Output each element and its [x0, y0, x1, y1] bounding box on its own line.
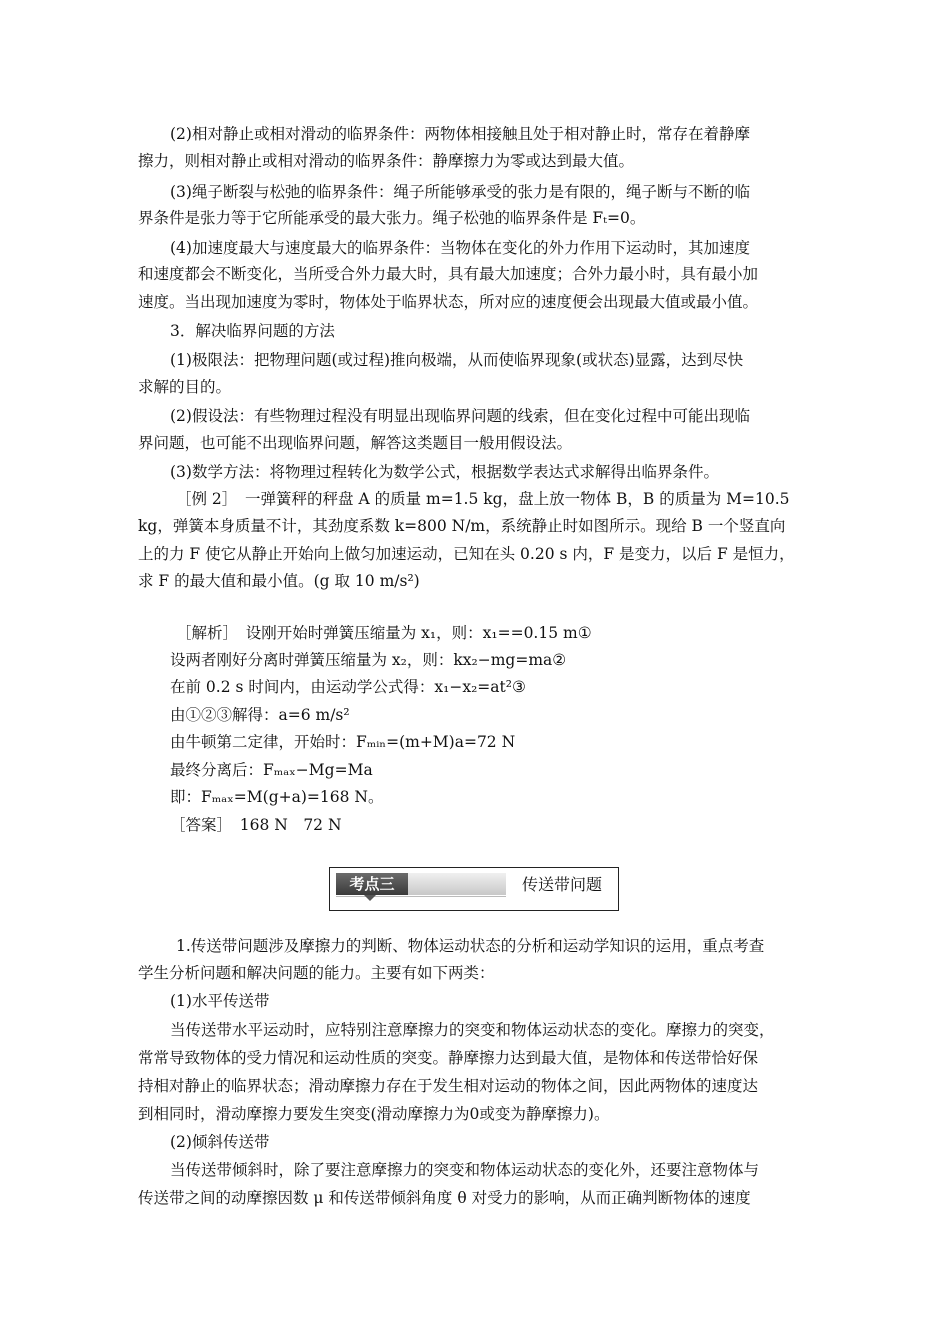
text-line: (1)极限法：把物理问题(或过程)推向极端，从而使临界现象(或状态)显露，达到尽快: [170, 351, 744, 369]
text-line: (3)绳子断裂与松弛的临界条件：绳子所能够承受的张力是有限的，绳子断与不断的临: [170, 183, 750, 201]
text-line: 当传送带水平运动时，应特别注意摩擦力的突变和物体运动状态的变化。摩擦力的突变，: [170, 1021, 775, 1039]
text-line: (2)相对静止或相对滑动的临界条件：两物体相接触且处于相对静止时，常存在着静摩: [170, 125, 750, 143]
text-line: 常常导致物体的受力情况和运动性质的突变。静摩擦力达到最大值，是物体和传送带恰好保: [138, 1049, 759, 1067]
answer-line: ［答案］ 168 N 72 N: [170, 816, 342, 834]
text-line: (4)加速度最大与速度最大的临界条件：当物体在变化的外力作用下运动时，其加速度: [170, 239, 750, 257]
text-line: 速度。当出现加速度为零时，物体处于临界状态，所对应的速度便会出现最大值或最小值。: [138, 293, 759, 311]
text-line: 传送带之间的动摩擦因数 μ 和传送带倾斜角度 θ 对受力的影响，从而正确判断物体的速度: [138, 1189, 751, 1207]
badge-title: 传送带问题: [522, 875, 603, 894]
text-line: 当传送带倾斜时，除了要注意摩擦力的突变和物体运动状态的变化外，还要注意物体与: [170, 1161, 760, 1179]
section-badge: [329, 867, 619, 911]
subheading: (1)水平传送带: [170, 992, 270, 1010]
example-line: 求 F 的最大值和最小值。(g 取 10 m/s²): [138, 572, 420, 590]
text-line: 到相同时，滑动摩擦力要发生突变(滑动摩擦力为0或变为静摩擦力)。: [138, 1105, 610, 1123]
text-line: 持相对静止的临界状态；滑动摩擦力存在于发生相对运动的物体之间，因此两物体的速度达: [138, 1077, 759, 1095]
example-line: kg，弹簧本身质量不计，其劲度系数 k=800 N/m，系统静止时如图所示。现给 B 一个竖直向: [138, 517, 786, 535]
section-heading: 3．解决临界问题的方法: [170, 322, 335, 340]
badge-pointer-icon: [364, 895, 376, 901]
text-line: (2)假设法：有些物理过程没有明显出现临界问题的线索，但在变化过程中可能出现临: [170, 407, 750, 425]
solution-line: 由牛顿第二定律，开始时：Fₘᵢₙ=(m+M)a=72 N: [170, 733, 516, 751]
text-line: 擦力，则相对静止或相对滑动的临界条件：静摩擦力为零或达到最大值。: [138, 152, 635, 170]
subheading: (2)倾斜传送带: [170, 1133, 270, 1151]
solution-line: ［解析］ 设刚开始时弹簧压缩量为 x₁，则：x₁==0.15 m①: [176, 624, 592, 642]
example-line: 上的力 F 使它从静止开始向上做匀加速运动，已知在头 0.20 s 内，F 是变力，以后 F 是恒力，: [138, 545, 795, 563]
solution-line: 最终分离后：Fₘₐₓ−Mg=Ma: [170, 761, 373, 779]
text-line: 求解的目的。: [138, 378, 232, 396]
badge-tag: 考点三: [336, 873, 408, 895]
text-line: 1.传送带问题涉及摩擦力的判断、物体运动状态的分析和运动学知识的运用，重点考查: [176, 937, 765, 955]
solution-line: 即：Fₘₐₓ=M(g+a)=168 N。: [170, 788, 384, 806]
text-line: 和速度都会不断变化，当所受合外力最大时，具有最大加速度；合外力最小时，具有最小加: [138, 265, 759, 283]
text-line: 界条件是张力等于它所能承受的最大张力。绳子松弛的临界条件是 Fₜ=0。: [138, 209, 646, 227]
text-line: 学生分析问题和解决问题的能力。主要有如下两类：: [138, 964, 495, 982]
badge-underline: [336, 896, 506, 897]
example-line: ［例 2］ 一弹簧秤的秤盘 A 的质量 m=1.5 kg，盘上放一物体 B，B 的质量为 M=10.5: [176, 490, 790, 508]
text-line: (3)数学方法：将物理过程转化为数学公式，根据数学表达式求解得出临界条件。: [170, 463, 719, 481]
badge-bar: [408, 873, 506, 895]
solution-line: 设两者刚好分离时弹簧压缩量为 x₂，则：kx₂−mg=ma②: [170, 651, 567, 669]
solution-line: 在前 0.2 s 时间内，由运动学公式得：x₁−x₂=at²③: [170, 678, 526, 696]
solution-line: 由①②③解得：a=6 m/s²: [170, 706, 350, 724]
text-line: 界问题，也可能不出现临界问题，解答这类题目一般用假设法。: [138, 434, 573, 452]
